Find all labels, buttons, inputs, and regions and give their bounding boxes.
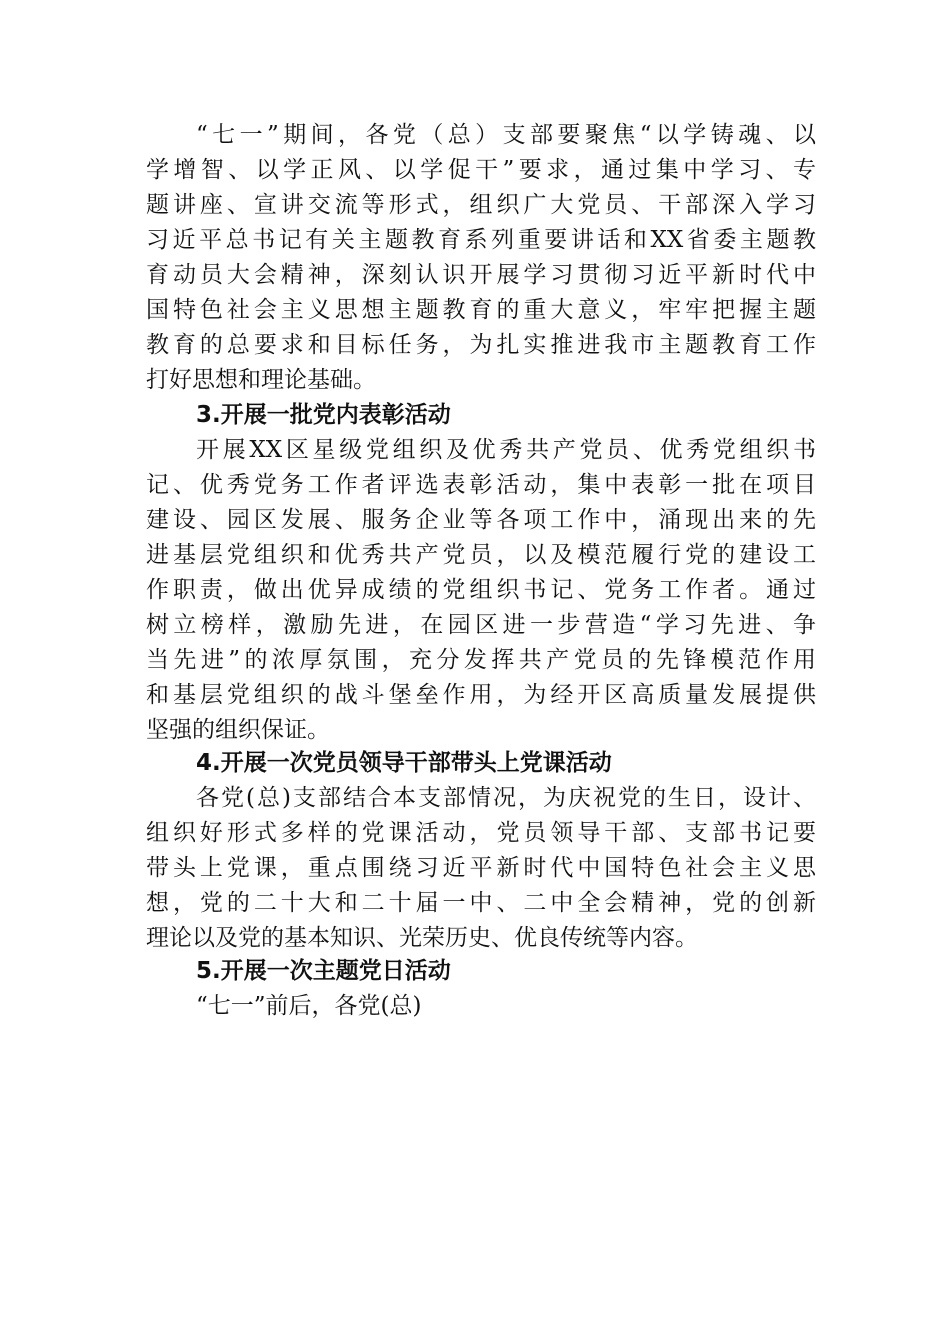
section-heading: 5.开展一次主题党日活动 bbox=[196, 958, 451, 984]
text-line: 题讲座、宣讲交流等形式，组织广大党员、干部深入学习 bbox=[146, 192, 816, 218]
section-heading: 3.开展一批党内表彰活动 bbox=[196, 402, 451, 428]
text-line: 带头上党课，重点围绕习近平新时代中国特色社会主义思 bbox=[146, 855, 816, 881]
section-heading: 4.开展一次党员领导干部带头上党课活动 bbox=[196, 750, 612, 776]
text-line: “七一”期间，各党（总）支部要聚焦“以学铸魂、以 bbox=[196, 122, 816, 148]
text-line: 当先进”的浓厚氛围，充分发挥共产党员的先锋模范作用 bbox=[146, 647, 816, 673]
text-line: 记、优秀党务工作者评选表彰活动，集中表彰一批在项目 bbox=[146, 472, 816, 498]
text-line: 习近平总书记有关主题教育系列重要讲话和XX省委主题教 bbox=[146, 227, 816, 253]
text-line: 开展XX区星级党组织及优秀共产党员、优秀党组织书 bbox=[196, 437, 816, 463]
text-line: 打好思想和理论基础。 bbox=[146, 367, 376, 393]
text-line: 教育的总要求和目标任务，为扎实推进我市主题教育工作 bbox=[146, 332, 816, 358]
text-line: 树立榜样，激励先进，在园区进一步营造“学习先进、争 bbox=[146, 612, 816, 638]
text-line: 想，党的二十大和二十届一中、二中全会精神，党的创新 bbox=[146, 890, 816, 916]
text-line: 各党(总)支部结合本支部情况，为庆祝党的生日，设计、 bbox=[196, 785, 816, 811]
text-line: “七一”前后，各党(总) bbox=[196, 993, 422, 1019]
text-line: 理论以及党的基本知识、光荣历史、优良传统等内容。 bbox=[146, 925, 698, 951]
text-line: 组织好形式多样的党课活动，党员领导干部、支部书记要 bbox=[146, 820, 816, 846]
text-line: 进基层党组织和优秀共产党员，以及模范履行党的建设工 bbox=[146, 542, 816, 568]
text-line: 坚强的组织保证。 bbox=[146, 717, 330, 743]
text-line: 学增智、以学正风、以学促干”要求，通过集中学习、专 bbox=[146, 157, 816, 183]
text-line: 育动员大会精神，深刻认识开展学习贯彻习近平新时代中 bbox=[146, 262, 816, 288]
text-line: 建设、园区发展、服务企业等各项工作中，涌现出来的先 bbox=[146, 507, 816, 533]
text-line: 作职责，做出优异成绩的党组织书记、党务工作者。通过 bbox=[146, 577, 816, 603]
text-line: 和基层党组织的战斗堡垒作用，为经开区高质量发展提供 bbox=[146, 682, 816, 708]
text-line: 国特色社会主义思想主题教育的重大意义，牢牢把握主题 bbox=[146, 297, 816, 323]
